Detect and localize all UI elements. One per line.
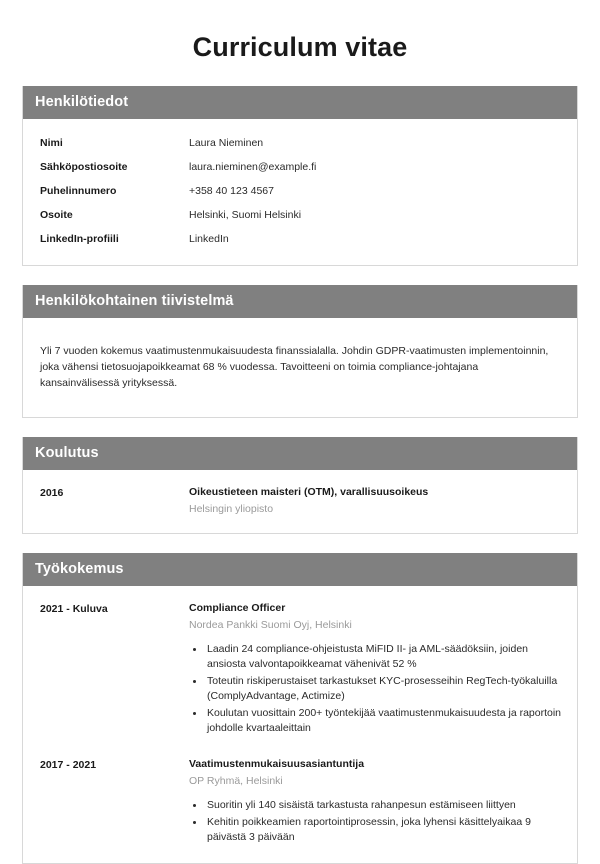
table-row: [37, 203, 563, 227]
personal-detail-value: +358 40 123 4567: [189, 185, 274, 197]
work-entry-date: 2021 - Kuluva: [40, 603, 108, 615]
section-header-work-experience: Työkokemus: [23, 553, 577, 586]
personal-detail-label: Osoite: [40, 209, 73, 221]
work-entry-bullets: [189, 798, 563, 845]
linkedin-profile-value[interactable]: LinkedIn: [189, 233, 229, 245]
work-entry-main: [189, 757, 563, 847]
table-row: [37, 155, 563, 179]
personal-detail-label: Puhelinnumero: [40, 185, 117, 197]
list-item: • Suoritin yli 140 sisäistä tarkastusta rahanpesun estämiseen liittyen: [205, 798, 563, 813]
education-entry-main: [189, 485, 563, 517]
list-item: • Laadin 24 compliance-ohjeistusta MiFID II- ja AML-säädöksiin, joiden ansiosta valvontapoikkeamat vähenivät 52 %: [205, 642, 563, 672]
summary-paragraph: Yli 7 vuoden kokemus vaatimustenmukaisuudesta finanssialalla. Johdin GDPR-vaatimusten implementoinnin, joka vähensi tietosuojapoikkeamat 68 % vuodessa. Tavoitteeni on toimia compliance-johtajana kansainvälisessä yrityksessä.: [40, 344, 549, 389]
section-personal-details: [22, 86, 578, 266]
cv-sections: [0, 86, 600, 864]
work-entry: [37, 754, 563, 849]
personal-detail-value: Laura Nieminen: [189, 137, 264, 149]
personal-detail-label: Nimi: [40, 137, 63, 149]
page-title: Curriculum vitae: [192, 32, 408, 62]
personal-details-table: [37, 131, 563, 251]
section-body-education: [23, 470, 577, 533]
work-entry-role: Vaatimustenmukaisuusasiantuntija: [189, 758, 365, 770]
section-body-personal-details: [23, 119, 577, 265]
work-entry-main: [189, 601, 563, 738]
personal-detail-value: Helsinki, Suomi Helsinki: [189, 209, 302, 221]
section-education: [22, 437, 578, 534]
section-personal-summary: [22, 285, 578, 418]
section-header-personal-summary: Henkilökohtainen tiivistelmä: [23, 285, 577, 318]
work-entry-company: Nordea Pankki Suomi Oyj, Helsinki: [189, 619, 352, 631]
table-row: [37, 179, 563, 203]
section-header-education: Koulutus: [23, 437, 577, 470]
work-entry: [37, 598, 563, 740]
work-entry-date: 2017 - 2021: [40, 759, 97, 771]
education-entry-institution: Helsingin yliopisto: [189, 503, 274, 515]
table-row: [37, 227, 563, 251]
list-item: • Kehitin poikkeamien raportointiprosessin, joka lyhensi käsittelyaikaa 9 päivästä 3 päivään: [205, 815, 563, 845]
education-entry-date: 2016: [40, 487, 64, 499]
personal-detail-label: LinkedIn-profiili: [40, 233, 119, 245]
personal-detail-value: laura.nieminen@example.fi: [189, 161, 317, 173]
section-body-work-experience: [23, 586, 577, 863]
work-entry-role: Compliance Officer: [189, 602, 286, 614]
section-header-personal-details: Henkilötiedot: [23, 86, 577, 119]
education-entry: [37, 482, 563, 519]
table-row: [37, 131, 563, 155]
work-entry-bullets: [189, 642, 563, 736]
section-body-personal-summary: [23, 318, 577, 417]
list-item: • Toteutin riskiperustaiset tarkastukset KYC-prosesseihin RegTech-työkaluilla (ComplyAdvantage, Actimize): [205, 674, 563, 704]
education-entry-degree: Oikeustieteen maisteri (OTM), varallisuusoikeus: [189, 486, 429, 498]
section-work-experience: [22, 553, 578, 864]
personal-detail-label: Sähköpostiosoite: [40, 161, 128, 173]
work-entry-company: OP Ryhmä, Helsinki: [189, 775, 283, 787]
list-item: • Koulutan vuosittain 200+ työntekijää vaatimustenmukaisuudesta ja raportoin johdolle kvartaaleittain: [205, 706, 563, 736]
